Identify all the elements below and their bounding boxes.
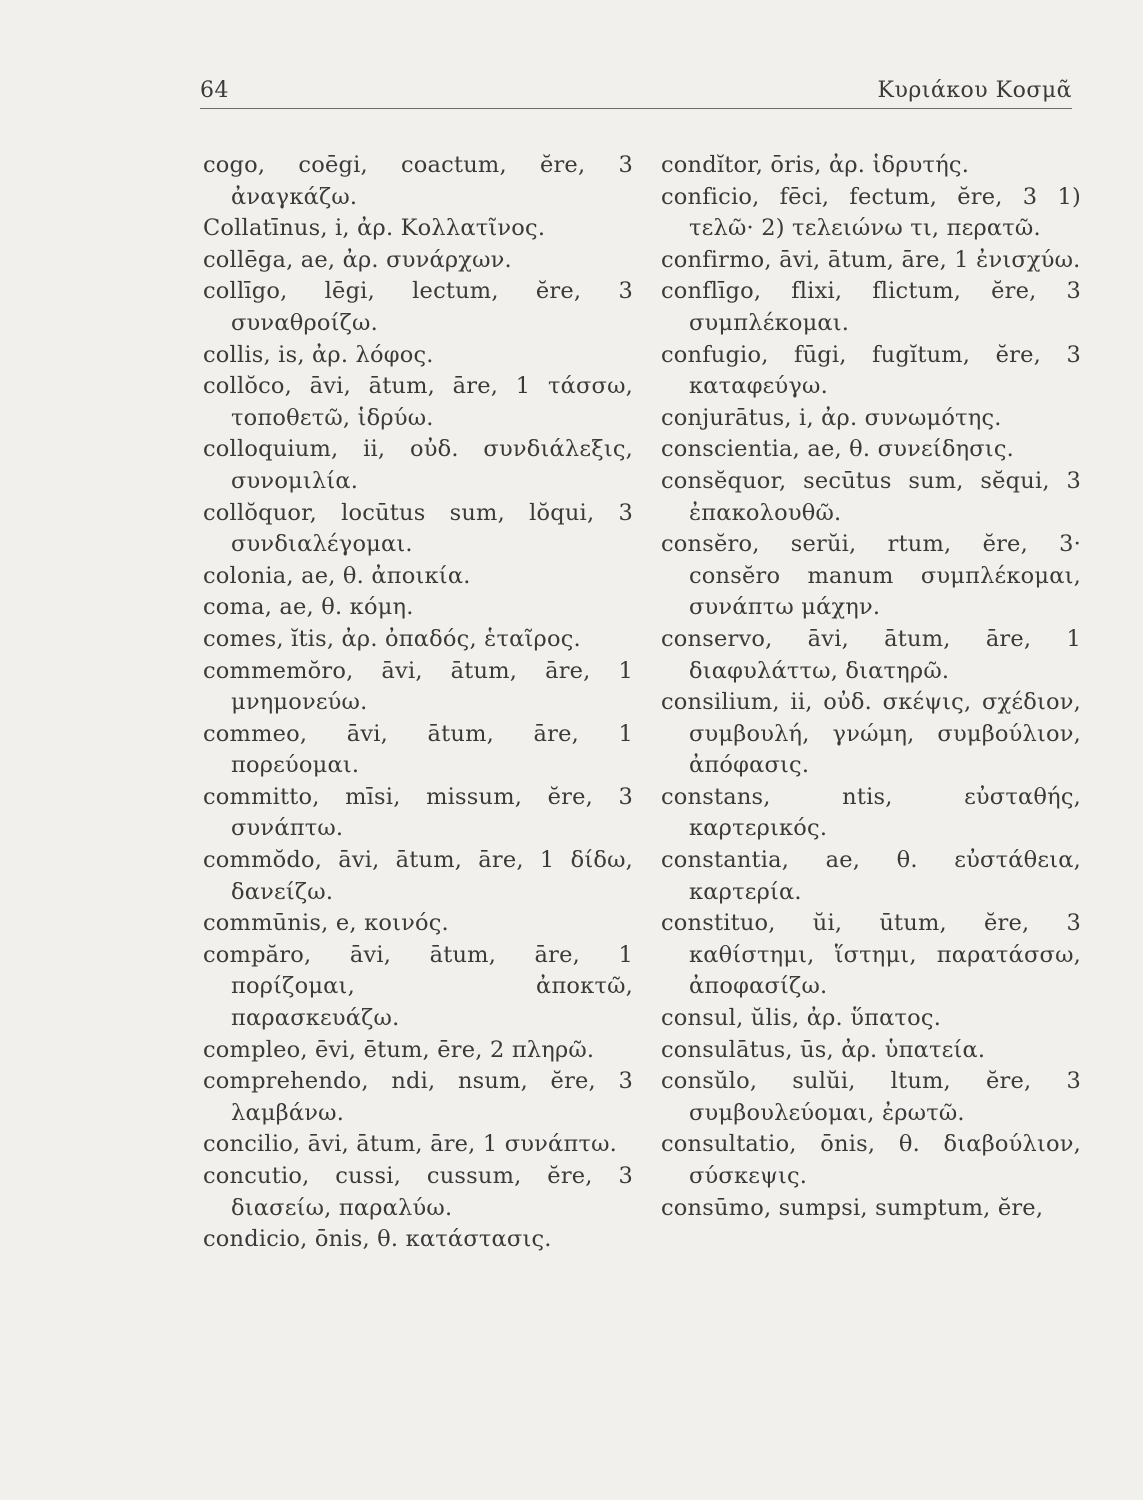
dictionary-entry: comes, ĭtis, ἀρ. ὀπαδός, ἑταῖρος. [203, 625, 581, 652]
dictionary-entry: committo, mīsi, missum, ĕre, 3 συνάπτω. [203, 783, 633, 842]
dictionary-entry: commūnis, e, κοινός. [203, 910, 449, 937]
dictionary-entry: confugio, fūgi, fugĭtum, ĕre, 3 καταφεύγω. [661, 341, 1081, 400]
dictionary-entry: compleo, ēvi, ētum, ēre, 2 πληρῶ. [203, 1036, 595, 1063]
dictionary-entry: constituo, ŭi, ūtum, ĕre, 3 καθίστημι, ἵστημι, παρατάσσω, ἀποφασίζω. [661, 910, 1081, 1000]
dictionary-entry: constans, ntis, εὐσταθής, καρτερικός. [661, 783, 1081, 842]
left-column [203, 150, 633, 1256]
dictionary-entry: consŭlo, sulŭi, ltum, ĕre, 3 συμβουλεύομαι, ἐρωτῶ. [661, 1068, 1081, 1126]
dictionary-entry: collēga, ae, ἀρ. συνάρχων. [203, 246, 512, 273]
right-column [661, 150, 1081, 1224]
dictionary-entry: comprehendo, ndi, nsum, ĕre, 3 λαμβάνω. [203, 1068, 633, 1126]
dictionary-entry: consulātus, ūs, ἀρ. ὑπατεία. [661, 1036, 986, 1063]
dictionary-entry: conjurātus, i, ἀρ. συνωμότης. [661, 404, 1002, 431]
dictionary-entry: colonia, ae, θ. ἀποικία. [203, 562, 471, 589]
dictionary-entry: confirmo, āvi, ātum, āre, 1 ἐνισχύω. [661, 246, 1081, 273]
dictionary-entry: collŏquor, locūtus sum, lŏqui, 3 συνδιαλέγομαι. [203, 499, 633, 558]
dictionary-entry: concutio, cussi, cussum, ĕre, 3 διασείω, παραλύω. [203, 1163, 633, 1221]
running-head: Κυριάκου Κοσμᾶ [877, 78, 1072, 103]
dictionary-entry: consūmo, sumpsi, sumptum, ĕre, [661, 1194, 1044, 1221]
dictionary-entry: consilium, ii, οὐδ. σκέψις, σχέδιον, συμβουλή, γνώμη, συμβούλιον, ἀπόφασις. [661, 689, 1081, 779]
dictionary-entry: conflīgo, flixi, flictum, ĕre, 3 συμπλέκομαι. [661, 278, 1081, 336]
dictionary-entry: consul, ŭlis, ἀρ. ὕπατος. [661, 1005, 942, 1032]
dictionary-entry: colloquium, ii, οὐδ. συνδιάλεξις, συνομιλία. [203, 436, 633, 494]
dictionary-entry: condĭtor, ōris, ἀρ. ἱδρυτής. [661, 152, 970, 178]
dictionary-entry: collŏco, āvi, ātum, āre, 1 τάσσω, τοποθετῶ, ἱδρύω. [203, 373, 633, 431]
dictionary-entry: Collatīnus, i, ἀρ. Κολλατῖνος. [203, 215, 546, 242]
dictionary-entry: constantia, ae, θ. εὐστάθεια, καρτερία. [661, 847, 1081, 905]
dictionary-entry: commŏdo, āvi, ātum, āre, 1 δίδω, δανείζω. [203, 847, 633, 905]
page-header [200, 74, 1072, 109]
dictionary-entry: compăro, āvi, ātum, āre, 1 πορίζομαι, ἀποκτῶ, παρασκευάζω. [203, 941, 633, 1032]
dictionary-entry: condicio, ōnis, θ. κατάστασις. [203, 1226, 552, 1253]
dictionary-entry: collis, is, ἀρ. λόφος. [203, 341, 434, 368]
dictionary-entry: collīgo, lēgi, lectum, ĕre, 3 συναθροίζω. [203, 278, 633, 336]
dictionary-entry: conservo, āvi, ātum, āre, 1 διαφυλάττω, διατηρῶ. [661, 625, 1081, 684]
dictionary-entry: conficio, fēci, fectum, ĕre, 3 1) τελῶ· 2) τελειώνω τι, περατῶ. [661, 183, 1081, 242]
dictionary-entry: commemŏro, āvi, ātum, āre, 1 μνημονεύω. [203, 657, 633, 716]
dictionary-entry: consĕro, serŭi, rtum, ĕre, 3· consĕro manum συμπλέκομαι, συνάπτω μάχην. [661, 531, 1081, 621]
dictionary-entry: concilio, āvi, ātum, āre, 1 συνάπτω. [203, 1131, 617, 1158]
dictionary-entry: commeo, āvi, ātum, āre, 1 πορεύομαι. [203, 720, 633, 779]
page-number: 64 [200, 78, 229, 103]
dictionary-entry: conscientia, ae, θ. συνείδησις. [661, 436, 1014, 463]
dictionary-entry: consultatio, ōnis, θ. διαβούλιον, σύσκεψις. [661, 1131, 1081, 1189]
dictionary-entry: coma, ae, θ. κόμη. [203, 594, 414, 621]
dictionary-entry: cogo, coēgi, coactum, ĕre, 3 ἀναγκάζω. [203, 152, 633, 210]
dictionary-entry: consĕquor, secūtus sum, sĕqui, 3 ἐπακολουθῶ. [661, 467, 1081, 526]
